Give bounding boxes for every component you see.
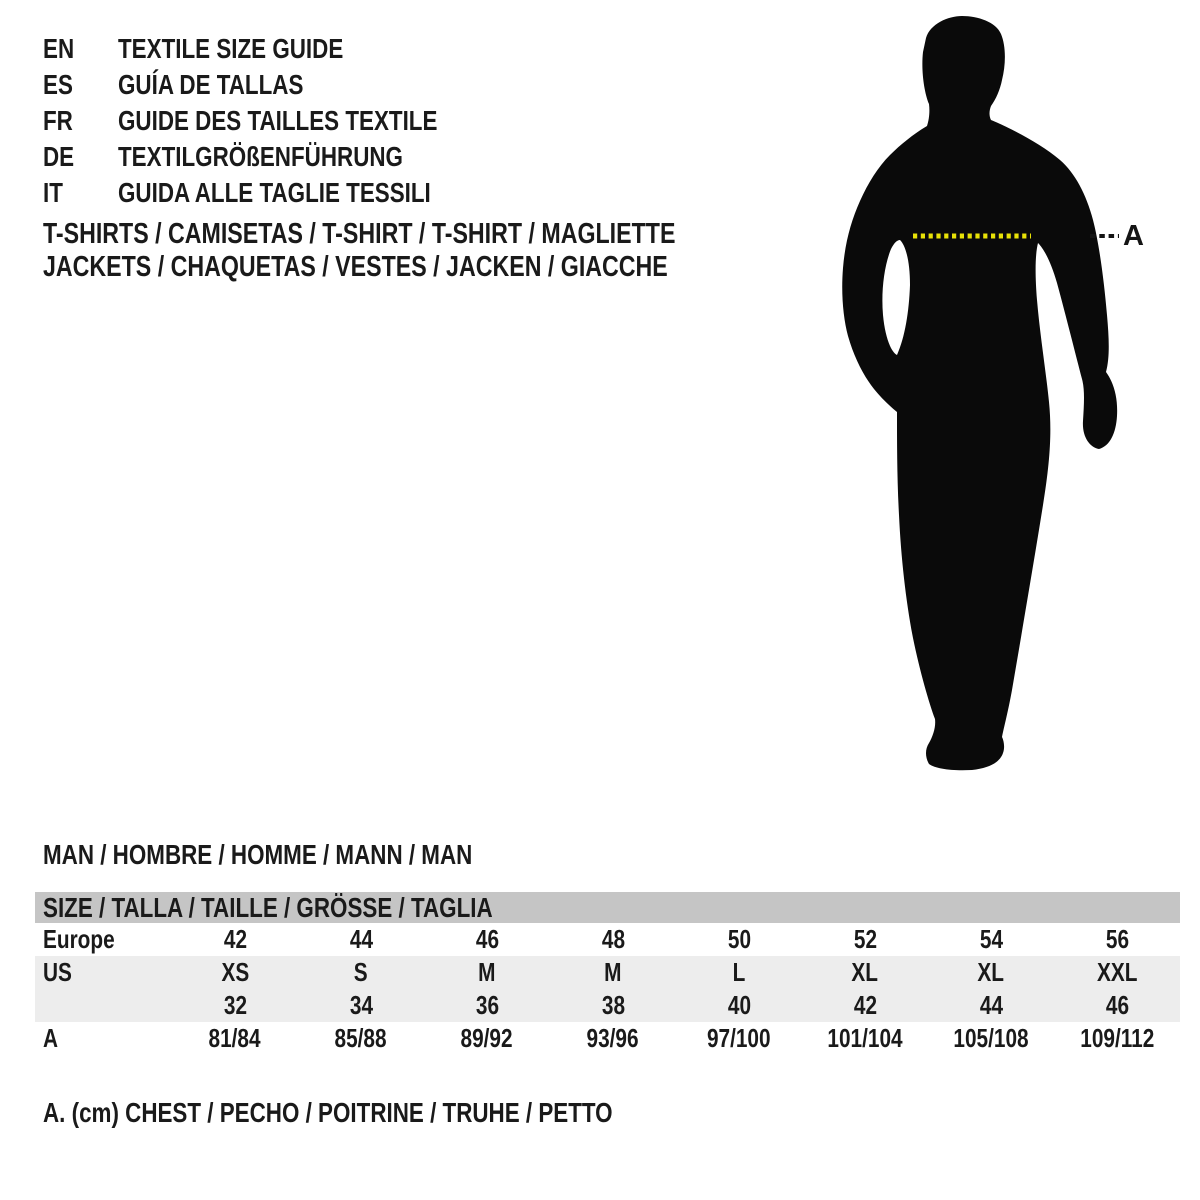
table-cell: 42 — [223, 924, 247, 954]
table-cell: 48 — [601, 924, 625, 954]
table-cell: XS — [221, 957, 249, 987]
language-code: DE — [43, 141, 75, 172]
table-cell: 34 — [349, 990, 373, 1020]
table-cell: 105/108 — [953, 1023, 1029, 1053]
table-cell: 40 — [727, 990, 751, 1020]
language-code: ES — [43, 69, 73, 100]
table-cell: 81/84 — [208, 1023, 262, 1053]
language-title: GUIDA ALLE TAGLIE TESSILI — [118, 177, 431, 208]
table-cell: 46 — [475, 924, 499, 954]
category-line-jackets: JACKETS / CHAQUETAS / VESTES / JACKEN / GIACCHE — [43, 251, 668, 283]
table-row-numeric — [35, 989, 1180, 1022]
language-code: FR — [43, 105, 73, 136]
language-title: GUIDE DES TAILLES TEXTILE — [118, 105, 438, 136]
table-cell: M — [478, 957, 496, 987]
table-cell: 101/104 — [827, 1023, 903, 1053]
table-cell: XL — [851, 957, 879, 987]
table-row-us — [35, 956, 1180, 989]
category-line-tshirts: T-SHIRTS / CAMISETAS / T-SHIRT / T-SHIRT / MAGLIETTE — [43, 218, 676, 250]
language-code: IT — [43, 177, 63, 208]
section-title-man: MAN / HOMBRE / HOMME / MANN / MAN — [43, 839, 473, 870]
language-code: EN — [43, 33, 75, 64]
size-table-header: SIZE / TALLA / TAILLE / GRÖSSE / TAGLIA — [35, 892, 1180, 923]
table-cell: 56 — [1105, 924, 1129, 954]
table-row-europe — [35, 923, 1180, 956]
table-cell: 36 — [475, 990, 499, 1020]
language-title: TEXTILGRÖßENFÜHRUNG — [118, 141, 403, 172]
table-cell: 89/92 — [460, 1023, 514, 1053]
row-label: A — [43, 1023, 59, 1053]
table-cell: 44 — [349, 924, 373, 954]
table-cell: M — [604, 957, 622, 987]
measure-label-a: A — [1123, 220, 1144, 252]
table-cell: 54 — [979, 924, 1003, 954]
garment-categories — [43, 218, 834, 284]
table-cell: XXL — [1096, 957, 1138, 987]
language-title: GUÍA DE TALLAS — [118, 69, 304, 100]
language-title: TEXTILE SIZE GUIDE — [118, 33, 344, 64]
table-cell: 109/112 — [1079, 1023, 1155, 1053]
size-table — [35, 892, 1180, 1055]
table-cell: 52 — [853, 924, 877, 954]
man-silhouette — [842, 16, 1117, 770]
table-cell: L — [732, 957, 746, 987]
row-label — [35, 990, 172, 1021]
row-label: Europe — [43, 924, 115, 954]
table-cell: 38 — [601, 990, 625, 1020]
table-cell: 50 — [727, 924, 751, 954]
measurement-footnote: A. (cm) CHEST / PECHO / POITRINE / TRUHE / PETTO — [43, 1097, 613, 1128]
table-cell: 44 — [979, 990, 1003, 1020]
table-cell: 97/100 — [707, 1023, 771, 1053]
table-cell: 46 — [1105, 990, 1129, 1020]
table-cell: 32 — [223, 990, 247, 1020]
table-row-chest-cm — [35, 1022, 1180, 1055]
row-label: US — [43, 957, 72, 987]
table-cell: 42 — [853, 990, 877, 1020]
table-cell: XL — [977, 957, 1005, 987]
table-cell: S — [354, 957, 368, 987]
table-cell: 85/88 — [334, 1023, 388, 1053]
table-cell: 93/96 — [586, 1023, 640, 1053]
